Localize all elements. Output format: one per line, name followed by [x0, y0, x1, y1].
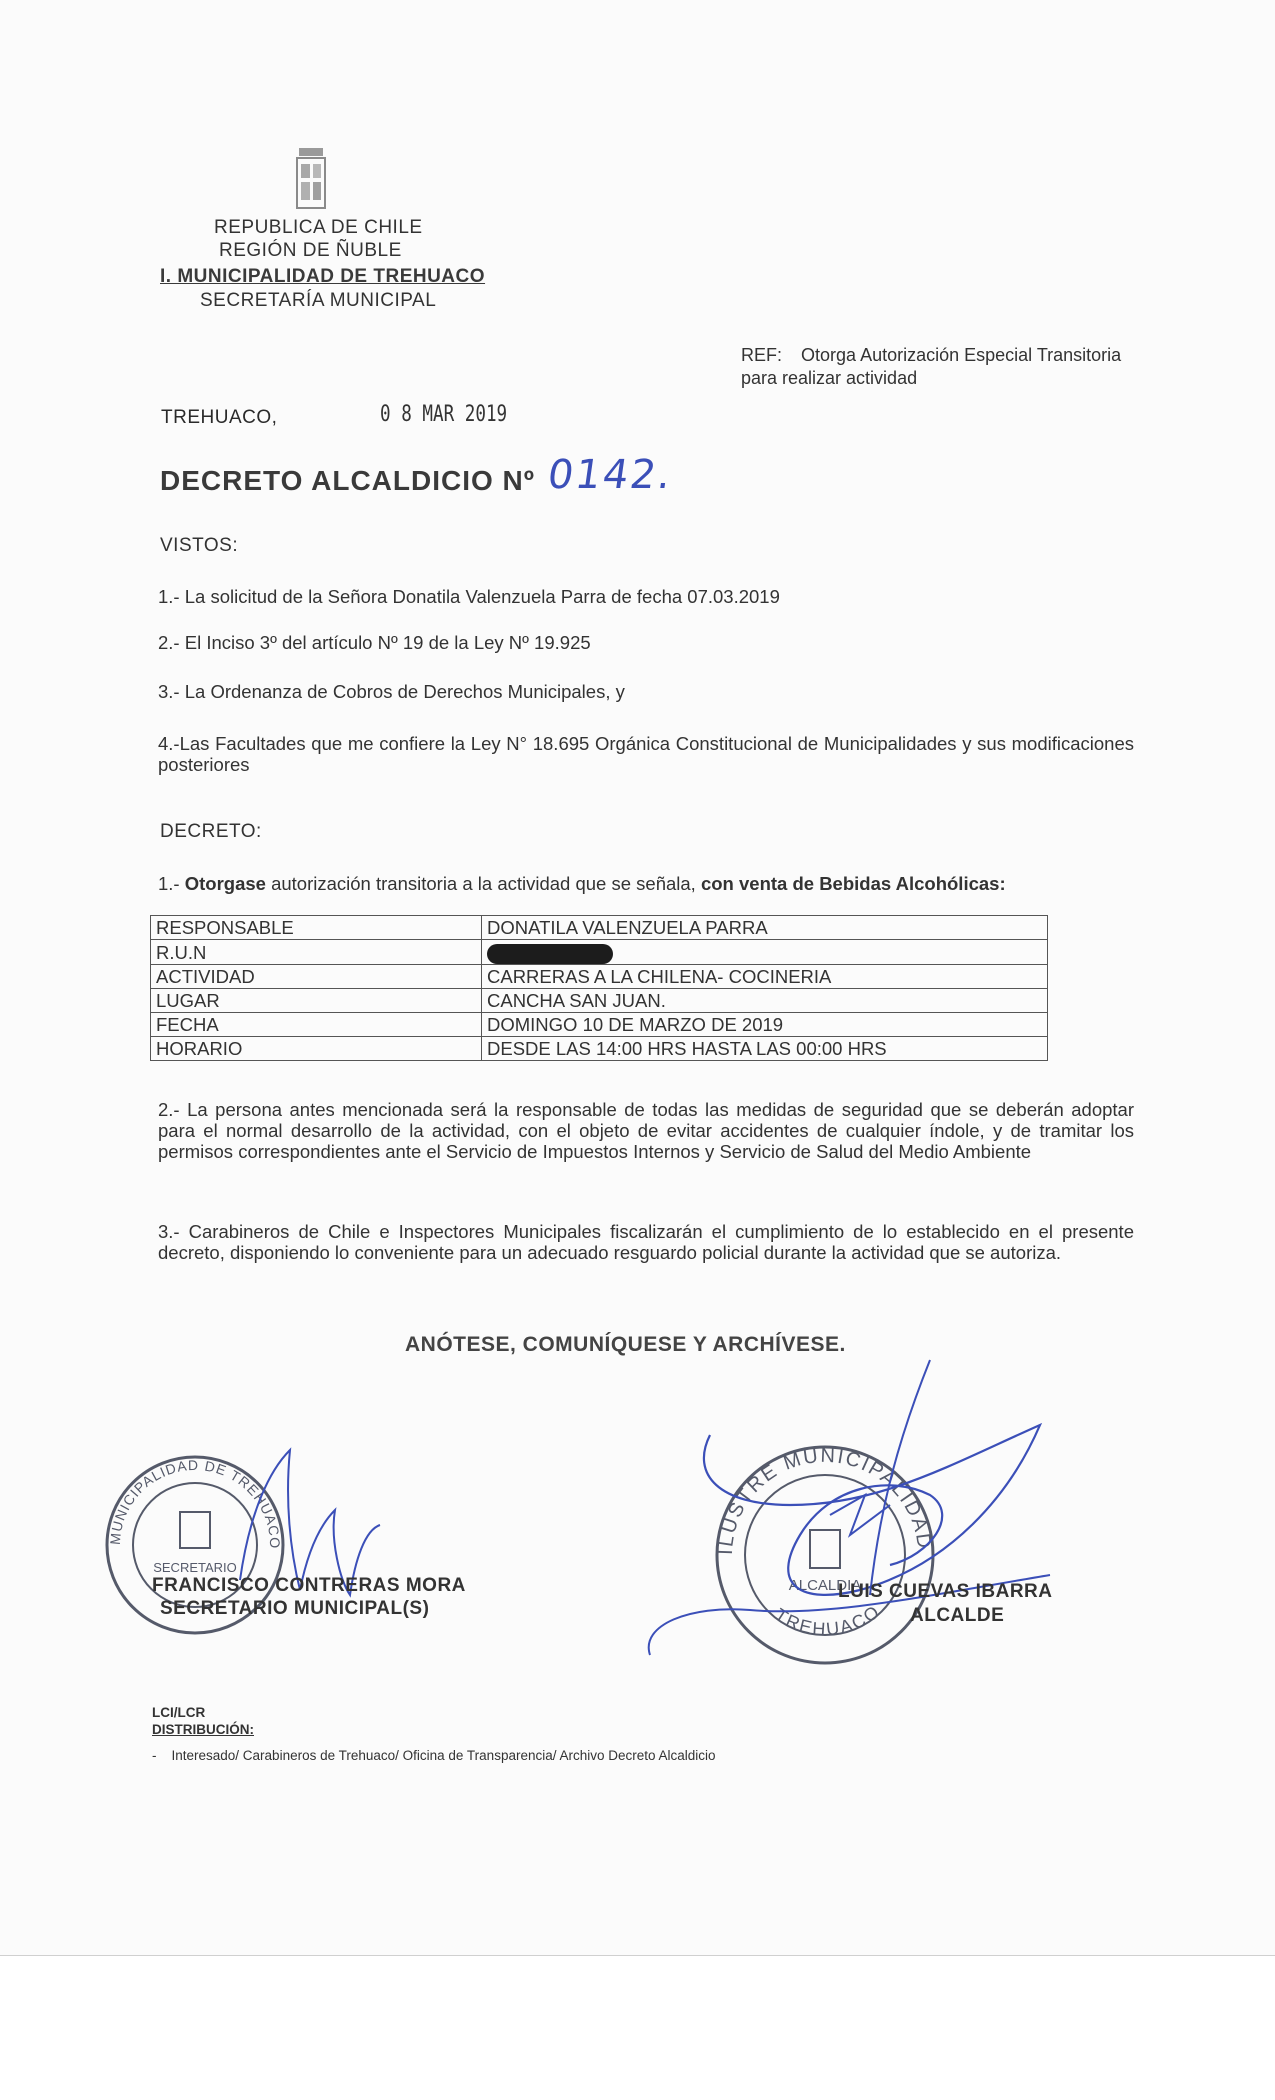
left-stamp-center-text: SECRETARIO [153, 1560, 237, 1575]
decreto-item-1-prefix: 1.- [158, 873, 185, 894]
table-key: RESPONSABLE [151, 916, 482, 940]
secretario-title: SECRETARIO MUNICIPAL(S) [160, 1598, 430, 1619]
table-row [151, 1037, 1048, 1061]
table-value: CANCHA SAN JUAN. [482, 989, 1048, 1013]
table-key: FECHA [151, 1013, 482, 1037]
place: TREHUACO, [161, 407, 278, 428]
table-value: DESDE LAS 14:00 HRS HASTA LAS 00:00 HRS [482, 1037, 1048, 1061]
right-stamp-mid-text: ALCALDIA [788, 1577, 862, 1594]
left-stamp-ring-text: MUNICIPALIDAD DE TREHUACO [106, 1456, 284, 1550]
header-secretaria: SECRETARÍA MUNICIPAL [200, 290, 437, 311]
activity-table [150, 915, 1048, 1061]
header-region: REGIÓN DE ÑUBLE [219, 240, 402, 261]
table-value: CARRERAS A LA CHILENA- COCINERIA [482, 965, 1048, 989]
alcalde-name: LUIS CUEVAS IBARRA [838, 1581, 1053, 1602]
right-stamp-bottom-text: TREHUACO [771, 1600, 885, 1640]
reference-block [741, 344, 1141, 390]
vistos-item-2: 2.- El Inciso 3º del artículo Nº 19 de la Ley Nº 19.925 [158, 632, 591, 653]
decreto-item-1-bold-verb: Otorgase [184, 873, 266, 894]
vistos-item-1: 1.- La solicitud de la Señora Donatila Valenzuela Parra de fecha 07.03.2019 [158, 586, 780, 607]
alcalde-title: ALCALDE [910, 1605, 1005, 1626]
vistos-item-3: 3.- La Ordenanza de Cobros de Derechos Municipales, y [158, 681, 625, 702]
footer-distribution-text: Interesado/ Carabineros de Trehuaco/ Oficina de Transparencia/ Archivo Decreto Alcaldicio [171, 1748, 716, 1763]
footer-distribution-item [152, 1748, 716, 1763]
reference-label: REF: [741, 345, 783, 365]
secretario-name: FRANCISCO CONTRERAS MORA [152, 1575, 466, 1596]
header-municipalidad: I. MUNICIPALIDAD DE TREHUACO [160, 266, 486, 287]
vistos-item-4: 4.-Las Facultades que me confiere la Ley N° 18.695 Orgánica Constitucional de Municipalidades y sus modificaciones posteriores [158, 733, 1134, 775]
table-row [151, 1013, 1048, 1037]
decreto-item-2: 2.- La persona antes mencionada será la responsable de todas las medidas de seguridad que se deberán adoptar para el normal desarrollo de la actividad, con el objeto de evitar accidentes de cualquier índole, y de tramitar los permisos correspondientes ante el Servicio de Impuestos Internos y Servicio de Salud del Medio Ambiente [158, 1099, 1134, 1162]
municipal-crest-icon [294, 146, 328, 214]
redacted-run [487, 944, 613, 964]
table-key: HORARIO [151, 1037, 482, 1061]
footer-initials: LCI/LCR [152, 1705, 206, 1720]
table-row [151, 940, 1048, 965]
table-value: DOMINGO 10 DE MARZO DE 2019 [482, 1013, 1048, 1037]
date-stamp: 0 8 MAR 2019 [380, 402, 508, 427]
decreto-heading: DECRETO: [160, 821, 262, 842]
table-key: R.U.N [151, 940, 482, 965]
right-stamp-top-text: ILUSTRE MUNICIPALIDAD [714, 1444, 936, 1556]
table-row [151, 916, 1048, 940]
header-republica: REPUBLICA DE CHILE [214, 217, 423, 238]
table-row [151, 989, 1048, 1013]
decreto-item-1-text: autorización transitoria a la actividad que se señala, [265, 873, 701, 894]
footer-distribution-label: DISTRIBUCIÓN: [152, 1722, 254, 1737]
decreto-item-1-bold-tail: con venta de Bebidas Alcohólicas: [700, 873, 1006, 894]
closing-formula: ANÓTESE, COMUNÍQUESE Y ARCHÍVESE. [405, 1333, 846, 1356]
decreto-item-1 [158, 873, 1134, 894]
decreto-title: DECRETO ALCALDICIO Nº [160, 465, 536, 496]
vistos-heading: VISTOS: [160, 535, 239, 556]
alcalde-signature-icon [630, 1355, 1100, 1675]
table-key: LUGAR [151, 989, 482, 1013]
decreto-number-handwritten: 0142. [544, 452, 676, 498]
table-value [482, 940, 1048, 965]
table-key: ACTIVIDAD [151, 965, 482, 989]
decreto-item-3: 3.- Carabineros de Chile e Inspectores Municipales fiscalizarán el cumplimiento de lo establecido en el presente decreto, disponiendo lo conveniente para un adecuado resguardo policial durante la actividad que se autoriza. [158, 1221, 1134, 1263]
table-row [151, 965, 1048, 989]
reference-text: Otorga Autorización Especial Transitoria para realizar actividad [741, 345, 1122, 388]
footer-bullet: - [152, 1748, 172, 1763]
table-value: DONATILA VALENZUELA PARRA [482, 916, 1048, 940]
